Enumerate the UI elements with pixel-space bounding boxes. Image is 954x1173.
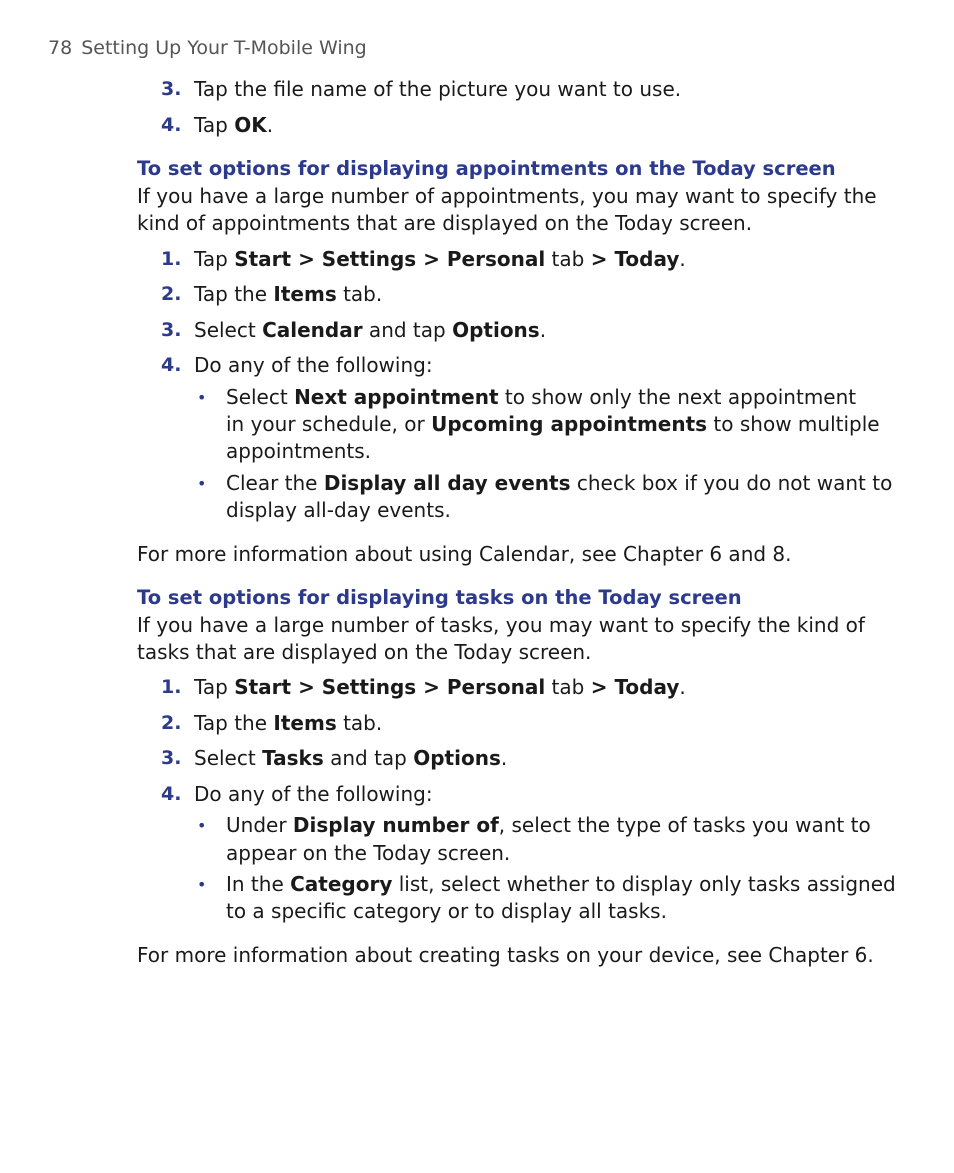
bullet-icon: • xyxy=(197,388,207,407)
section-intro: If you have a large number of appointments, you may want to specify the xyxy=(137,184,877,208)
page-header xyxy=(48,37,367,59)
bullet-icon: • xyxy=(197,875,207,894)
section-intro: kind of appointments that are displayed on the Today screen. xyxy=(137,211,753,235)
section-footer-note: For more information about creating tasks on your device, see Chapter 6. xyxy=(137,943,874,967)
bullet-icon: • xyxy=(197,474,207,493)
section-heading-tasks: To set options for displaying tasks on the Today screen xyxy=(137,586,742,609)
section-intro: If you have a large number of tasks, you may want to specify the kind of xyxy=(137,613,865,637)
section-footer-note: For more information about using Calendar, see Chapter 6 and 8. xyxy=(137,542,792,566)
bullet-icon: • xyxy=(197,816,207,835)
section-heading-appointments: To set options for displaying appointments on the Today screen xyxy=(137,157,836,180)
page-number: 78 xyxy=(48,37,73,59)
chapter-title: Setting Up Your T-Mobile Wing xyxy=(81,37,367,59)
section-intro: tasks that are displayed on the Today screen. xyxy=(137,640,592,664)
